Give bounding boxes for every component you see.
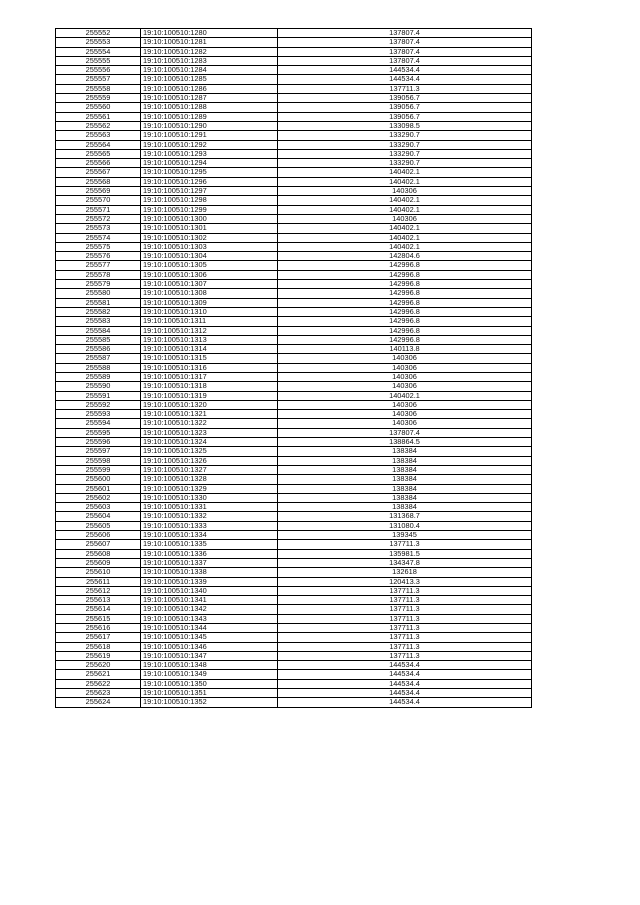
row-code-cell: 19:10:100510:1307 bbox=[141, 280, 278, 289]
table-row bbox=[56, 224, 532, 233]
table-row bbox=[56, 233, 532, 242]
row-id-cell: 255561 bbox=[56, 112, 141, 121]
row-value-cell: 142996.8 bbox=[278, 298, 532, 307]
table-row bbox=[56, 66, 532, 75]
row-code-cell: 19:10:100510:1335 bbox=[141, 540, 278, 549]
row-code-cell: 19:10:100510:1285 bbox=[141, 75, 278, 84]
row-id-cell: 255592 bbox=[56, 400, 141, 409]
table-row bbox=[56, 605, 532, 614]
row-value-cell: 133290.7 bbox=[278, 131, 532, 140]
row-value-cell: 132618 bbox=[278, 568, 532, 577]
row-value-cell: 144534.4 bbox=[278, 66, 532, 75]
row-value-cell: 133098.5 bbox=[278, 121, 532, 130]
row-id-cell: 255619 bbox=[56, 651, 141, 660]
row-id-cell: 255576 bbox=[56, 252, 141, 261]
row-value-cell: 140402.1 bbox=[278, 168, 532, 177]
table-row bbox=[56, 633, 532, 642]
row-value-cell: 142996.8 bbox=[278, 289, 532, 298]
row-code-cell: 19:10:100510:1284 bbox=[141, 66, 278, 75]
row-value-cell: 140402.1 bbox=[278, 242, 532, 251]
row-id-cell: 255582 bbox=[56, 307, 141, 316]
row-value-cell: 142996.8 bbox=[278, 280, 532, 289]
row-id-cell: 255621 bbox=[56, 670, 141, 679]
table-row bbox=[56, 354, 532, 363]
row-code-cell: 19:10:100510:1348 bbox=[141, 661, 278, 670]
row-id-cell: 255605 bbox=[56, 521, 141, 530]
row-value-cell: 140306 bbox=[278, 214, 532, 223]
row-id-cell: 255622 bbox=[56, 679, 141, 688]
row-code-cell: 19:10:100510:1340 bbox=[141, 586, 278, 595]
table-row bbox=[56, 317, 532, 326]
row-value-cell: 137711.3 bbox=[278, 84, 532, 93]
row-value-cell: 144534.4 bbox=[278, 670, 532, 679]
row-code-cell: 19:10:100510:1311 bbox=[141, 317, 278, 326]
row-code-cell: 19:10:100510:1300 bbox=[141, 214, 278, 223]
row-code-cell: 19:10:100510:1330 bbox=[141, 493, 278, 502]
table-row bbox=[56, 689, 532, 698]
table-row bbox=[56, 75, 532, 84]
row-id-cell: 255614 bbox=[56, 605, 141, 614]
row-value-cell: 139056.7 bbox=[278, 103, 532, 112]
row-value-cell: 138384 bbox=[278, 475, 532, 484]
table-row bbox=[56, 428, 532, 437]
row-code-cell: 19:10:100510:1287 bbox=[141, 94, 278, 103]
row-code-cell: 19:10:100510:1299 bbox=[141, 205, 278, 214]
table-row bbox=[56, 661, 532, 670]
row-id-cell: 255618 bbox=[56, 642, 141, 651]
row-value-cell: 140306 bbox=[278, 382, 532, 391]
row-code-cell: 19:10:100510:1280 bbox=[141, 29, 278, 38]
row-value-cell: 140402.1 bbox=[278, 205, 532, 214]
row-value-cell: 144534.4 bbox=[278, 661, 532, 670]
row-code-cell: 19:10:100510:1326 bbox=[141, 456, 278, 465]
row-id-cell: 255581 bbox=[56, 298, 141, 307]
row-value-cell: 138384 bbox=[278, 456, 532, 465]
row-code-cell: 19:10:100510:1328 bbox=[141, 475, 278, 484]
row-value-cell: 137711.3 bbox=[278, 586, 532, 595]
row-value-cell: 144534.4 bbox=[278, 75, 532, 84]
row-value-cell: 139056.7 bbox=[278, 94, 532, 103]
row-code-cell: 19:10:100510:1347 bbox=[141, 651, 278, 660]
table-row bbox=[56, 419, 532, 428]
row-value-cell: 142996.8 bbox=[278, 261, 532, 270]
table-row bbox=[56, 642, 532, 651]
table-row bbox=[56, 149, 532, 158]
row-id-cell: 255558 bbox=[56, 84, 141, 93]
row-code-cell: 19:10:100510:1309 bbox=[141, 298, 278, 307]
row-code-cell: 19:10:100510:1346 bbox=[141, 642, 278, 651]
row-id-cell: 255567 bbox=[56, 168, 141, 177]
row-value-cell: 134347.8 bbox=[278, 558, 532, 567]
row-value-cell: 140402.1 bbox=[278, 233, 532, 242]
row-code-cell: 19:10:100510:1322 bbox=[141, 419, 278, 428]
row-id-cell: 255553 bbox=[56, 38, 141, 47]
row-value-cell: 137807.4 bbox=[278, 29, 532, 38]
row-code-cell: 19:10:100510:1298 bbox=[141, 196, 278, 205]
row-id-cell: 255574 bbox=[56, 233, 141, 242]
row-id-cell: 255555 bbox=[56, 56, 141, 65]
row-id-cell: 255585 bbox=[56, 335, 141, 344]
row-code-cell: 19:10:100510:1319 bbox=[141, 391, 278, 400]
row-code-cell: 19:10:100510:1352 bbox=[141, 698, 278, 707]
row-value-cell: 142996.8 bbox=[278, 335, 532, 344]
row-code-cell: 19:10:100510:1289 bbox=[141, 112, 278, 121]
row-id-cell: 255589 bbox=[56, 372, 141, 381]
row-code-cell: 19:10:100510:1293 bbox=[141, 149, 278, 158]
table-row bbox=[56, 38, 532, 47]
row-id-cell: 255590 bbox=[56, 382, 141, 391]
row-id-cell: 255557 bbox=[56, 75, 141, 84]
table-row bbox=[56, 56, 532, 65]
row-id-cell: 255580 bbox=[56, 289, 141, 298]
row-id-cell: 255607 bbox=[56, 540, 141, 549]
table-row bbox=[56, 187, 532, 196]
table-row bbox=[56, 531, 532, 540]
row-code-cell: 19:10:100510:1349 bbox=[141, 670, 278, 679]
row-value-cell: 140402.1 bbox=[278, 196, 532, 205]
row-code-cell: 19:10:100510:1350 bbox=[141, 679, 278, 688]
row-code-cell: 19:10:100510:1305 bbox=[141, 261, 278, 270]
table-row bbox=[56, 456, 532, 465]
row-value-cell: 144534.4 bbox=[278, 698, 532, 707]
row-id-cell: 255591 bbox=[56, 391, 141, 400]
row-code-cell: 19:10:100510:1345 bbox=[141, 633, 278, 642]
row-id-cell: 255595 bbox=[56, 428, 141, 437]
row-value-cell: 142996.8 bbox=[278, 270, 532, 279]
table-row bbox=[56, 558, 532, 567]
table-row bbox=[56, 549, 532, 558]
table-row bbox=[56, 391, 532, 400]
row-code-cell: 19:10:100510:1336 bbox=[141, 549, 278, 558]
row-id-cell: 255575 bbox=[56, 242, 141, 251]
row-code-cell: 19:10:100510:1338 bbox=[141, 568, 278, 577]
row-value-cell: 137807.4 bbox=[278, 38, 532, 47]
row-code-cell: 19:10:100510:1314 bbox=[141, 345, 278, 354]
row-id-cell: 255602 bbox=[56, 493, 141, 502]
row-value-cell: 138384 bbox=[278, 465, 532, 474]
row-code-cell: 19:10:100510:1316 bbox=[141, 363, 278, 372]
row-id-cell: 255565 bbox=[56, 149, 141, 158]
row-code-cell: 19:10:100510:1332 bbox=[141, 512, 278, 521]
table-row bbox=[56, 196, 532, 205]
row-code-cell: 19:10:100510:1321 bbox=[141, 410, 278, 419]
table-row bbox=[56, 382, 532, 391]
table-row bbox=[56, 447, 532, 456]
row-id-cell: 255601 bbox=[56, 484, 141, 493]
table-row bbox=[56, 363, 532, 372]
row-code-cell: 19:10:100510:1306 bbox=[141, 270, 278, 279]
row-id-cell: 255599 bbox=[56, 465, 141, 474]
row-value-cell: 133290.7 bbox=[278, 140, 532, 149]
row-value-cell: 144534.4 bbox=[278, 689, 532, 698]
row-code-cell: 19:10:100510:1323 bbox=[141, 428, 278, 437]
row-code-cell: 19:10:100510:1318 bbox=[141, 382, 278, 391]
table-row bbox=[56, 624, 532, 633]
table-row bbox=[56, 335, 532, 344]
row-code-cell: 19:10:100510:1286 bbox=[141, 84, 278, 93]
row-code-cell: 19:10:100510:1334 bbox=[141, 531, 278, 540]
row-id-cell: 255578 bbox=[56, 270, 141, 279]
row-value-cell: 138864.5 bbox=[278, 438, 532, 447]
row-id-cell: 255593 bbox=[56, 410, 141, 419]
table-row bbox=[56, 47, 532, 56]
row-code-cell: 19:10:100510:1325 bbox=[141, 447, 278, 456]
row-id-cell: 255562 bbox=[56, 121, 141, 130]
row-code-cell: 19:10:100510:1329 bbox=[141, 484, 278, 493]
row-code-cell: 19:10:100510:1333 bbox=[141, 521, 278, 530]
table-row bbox=[56, 121, 532, 130]
row-value-cell: 135981.5 bbox=[278, 549, 532, 558]
row-value-cell: 142996.8 bbox=[278, 307, 532, 316]
table-row bbox=[56, 205, 532, 214]
row-code-cell: 19:10:100510:1282 bbox=[141, 47, 278, 56]
table-row bbox=[56, 131, 532, 140]
table-row bbox=[56, 503, 532, 512]
table-row bbox=[56, 651, 532, 660]
row-id-cell: 255611 bbox=[56, 577, 141, 586]
table-row bbox=[56, 670, 532, 679]
row-value-cell: 139345 bbox=[278, 531, 532, 540]
row-id-cell: 255579 bbox=[56, 280, 141, 289]
row-code-cell: 19:10:100510:1292 bbox=[141, 140, 278, 149]
table-row bbox=[56, 242, 532, 251]
row-value-cell: 137711.3 bbox=[278, 605, 532, 614]
row-id-cell: 255564 bbox=[56, 140, 141, 149]
row-id-cell: 255556 bbox=[56, 66, 141, 75]
table-row bbox=[56, 698, 532, 707]
table-row bbox=[56, 29, 532, 38]
table-row bbox=[56, 493, 532, 502]
row-id-cell: 255587 bbox=[56, 354, 141, 363]
table-row bbox=[56, 214, 532, 223]
row-code-cell: 19:10:100510:1295 bbox=[141, 168, 278, 177]
row-id-cell: 255620 bbox=[56, 661, 141, 670]
row-code-cell: 19:10:100510:1351 bbox=[141, 689, 278, 698]
row-code-cell: 19:10:100510:1297 bbox=[141, 187, 278, 196]
row-id-cell: 255571 bbox=[56, 205, 141, 214]
row-id-cell: 255598 bbox=[56, 456, 141, 465]
table-row bbox=[56, 410, 532, 419]
table-row bbox=[56, 484, 532, 493]
row-id-cell: 255610 bbox=[56, 568, 141, 577]
row-id-cell: 255559 bbox=[56, 94, 141, 103]
row-code-cell: 19:10:100510:1337 bbox=[141, 558, 278, 567]
table-row bbox=[56, 577, 532, 586]
row-code-cell: 19:10:100510:1288 bbox=[141, 103, 278, 112]
table-row bbox=[56, 298, 532, 307]
row-value-cell: 139056.7 bbox=[278, 112, 532, 121]
row-id-cell: 255560 bbox=[56, 103, 141, 112]
row-id-cell: 255570 bbox=[56, 196, 141, 205]
row-value-cell: 140306 bbox=[278, 354, 532, 363]
row-id-cell: 255572 bbox=[56, 214, 141, 223]
row-id-cell: 255563 bbox=[56, 131, 141, 140]
row-id-cell: 255604 bbox=[56, 512, 141, 521]
row-value-cell: 137711.3 bbox=[278, 651, 532, 660]
table-row bbox=[56, 540, 532, 549]
row-value-cell: 140306 bbox=[278, 400, 532, 409]
row-id-cell: 255586 bbox=[56, 345, 141, 354]
row-code-cell: 19:10:100510:1339 bbox=[141, 577, 278, 586]
table-row bbox=[56, 326, 532, 335]
row-code-cell: 19:10:100510:1290 bbox=[141, 121, 278, 130]
table-row bbox=[56, 289, 532, 298]
data-sheet bbox=[55, 28, 531, 708]
row-value-cell: 137711.3 bbox=[278, 540, 532, 549]
table-row bbox=[56, 270, 532, 279]
row-value-cell: 140306 bbox=[278, 187, 532, 196]
table-row bbox=[56, 140, 532, 149]
row-value-cell: 140306 bbox=[278, 410, 532, 419]
table-row bbox=[56, 614, 532, 623]
row-code-cell: 19:10:100510:1342 bbox=[141, 605, 278, 614]
row-code-cell: 19:10:100510:1283 bbox=[141, 56, 278, 65]
row-value-cell: 140306 bbox=[278, 363, 532, 372]
row-value-cell: 137807.4 bbox=[278, 56, 532, 65]
row-code-cell: 19:10:100510:1304 bbox=[141, 252, 278, 261]
row-id-cell: 255566 bbox=[56, 159, 141, 168]
table-row bbox=[56, 465, 532, 474]
table-row bbox=[56, 177, 532, 186]
row-code-cell: 19:10:100510:1344 bbox=[141, 624, 278, 633]
row-value-cell: 138384 bbox=[278, 493, 532, 502]
table-row bbox=[56, 112, 532, 121]
row-value-cell: 133290.7 bbox=[278, 149, 532, 158]
row-id-cell: 255609 bbox=[56, 558, 141, 567]
table-row bbox=[56, 400, 532, 409]
row-code-cell: 19:10:100510:1341 bbox=[141, 596, 278, 605]
row-value-cell: 142804.6 bbox=[278, 252, 532, 261]
table-row bbox=[56, 372, 532, 381]
row-id-cell: 255573 bbox=[56, 224, 141, 233]
data-table bbox=[55, 28, 532, 708]
row-value-cell: 131080.4 bbox=[278, 521, 532, 530]
row-value-cell: 137711.3 bbox=[278, 624, 532, 633]
row-code-cell: 19:10:100510:1343 bbox=[141, 614, 278, 623]
row-value-cell: 142996.8 bbox=[278, 317, 532, 326]
row-value-cell: 140306 bbox=[278, 372, 532, 381]
row-code-cell: 19:10:100510:1315 bbox=[141, 354, 278, 363]
row-code-cell: 19:10:100510:1308 bbox=[141, 289, 278, 298]
row-code-cell: 19:10:100510:1303 bbox=[141, 242, 278, 251]
row-id-cell: 255583 bbox=[56, 317, 141, 326]
row-id-cell: 255584 bbox=[56, 326, 141, 335]
row-value-cell: 137807.4 bbox=[278, 47, 532, 56]
table-row bbox=[56, 84, 532, 93]
table-row bbox=[56, 280, 532, 289]
row-id-cell: 255603 bbox=[56, 503, 141, 512]
row-id-cell: 255615 bbox=[56, 614, 141, 623]
table-row bbox=[56, 94, 532, 103]
table-row bbox=[56, 168, 532, 177]
row-id-cell: 255624 bbox=[56, 698, 141, 707]
table-row bbox=[56, 252, 532, 261]
row-value-cell: 137807.4 bbox=[278, 428, 532, 437]
row-code-cell: 19:10:100510:1281 bbox=[141, 38, 278, 47]
row-id-cell: 255552 bbox=[56, 29, 141, 38]
row-value-cell: 144534.4 bbox=[278, 679, 532, 688]
table-row bbox=[56, 475, 532, 484]
row-id-cell: 255617 bbox=[56, 633, 141, 642]
row-code-cell: 19:10:100510:1294 bbox=[141, 159, 278, 168]
table-row bbox=[56, 521, 532, 530]
row-code-cell: 19:10:100510:1302 bbox=[141, 233, 278, 242]
row-value-cell: 120413.3 bbox=[278, 577, 532, 586]
row-id-cell: 255577 bbox=[56, 261, 141, 270]
row-id-cell: 255616 bbox=[56, 624, 141, 633]
table-row bbox=[56, 568, 532, 577]
row-value-cell: 133290.7 bbox=[278, 159, 532, 168]
table-body bbox=[56, 29, 532, 708]
row-id-cell: 255608 bbox=[56, 549, 141, 558]
row-id-cell: 255596 bbox=[56, 438, 141, 447]
row-value-cell: 140113.8 bbox=[278, 345, 532, 354]
table-row bbox=[56, 159, 532, 168]
row-code-cell: 19:10:100510:1312 bbox=[141, 326, 278, 335]
table-row bbox=[56, 679, 532, 688]
row-value-cell: 137711.3 bbox=[278, 596, 532, 605]
row-id-cell: 255600 bbox=[56, 475, 141, 484]
row-code-cell: 19:10:100510:1313 bbox=[141, 335, 278, 344]
row-code-cell: 19:10:100510:1320 bbox=[141, 400, 278, 409]
row-id-cell: 255606 bbox=[56, 531, 141, 540]
table-row bbox=[56, 307, 532, 316]
row-code-cell: 19:10:100510:1301 bbox=[141, 224, 278, 233]
row-value-cell: 137711.3 bbox=[278, 614, 532, 623]
row-id-cell: 255594 bbox=[56, 419, 141, 428]
table-row bbox=[56, 586, 532, 595]
row-value-cell: 138384 bbox=[278, 503, 532, 512]
row-id-cell: 255569 bbox=[56, 187, 141, 196]
table-row bbox=[56, 596, 532, 605]
row-code-cell: 19:10:100510:1327 bbox=[141, 465, 278, 474]
row-id-cell: 255612 bbox=[56, 586, 141, 595]
row-id-cell: 255554 bbox=[56, 47, 141, 56]
row-value-cell: 131368.7 bbox=[278, 512, 532, 521]
row-code-cell: 19:10:100510:1296 bbox=[141, 177, 278, 186]
row-id-cell: 255568 bbox=[56, 177, 141, 186]
row-id-cell: 255623 bbox=[56, 689, 141, 698]
row-value-cell: 137711.3 bbox=[278, 642, 532, 651]
row-value-cell: 140402.1 bbox=[278, 177, 532, 186]
row-code-cell: 19:10:100510:1331 bbox=[141, 503, 278, 512]
row-id-cell: 255613 bbox=[56, 596, 141, 605]
row-value-cell: 140402.1 bbox=[278, 391, 532, 400]
row-value-cell: 138384 bbox=[278, 447, 532, 456]
row-id-cell: 255597 bbox=[56, 447, 141, 456]
table-row bbox=[56, 438, 532, 447]
row-code-cell: 19:10:100510:1324 bbox=[141, 438, 278, 447]
table-row bbox=[56, 103, 532, 112]
row-code-cell: 19:10:100510:1310 bbox=[141, 307, 278, 316]
row-code-cell: 19:10:100510:1291 bbox=[141, 131, 278, 140]
row-value-cell: 138384 bbox=[278, 484, 532, 493]
row-code-cell: 19:10:100510:1317 bbox=[141, 372, 278, 381]
row-value-cell: 140306 bbox=[278, 419, 532, 428]
row-id-cell: 255588 bbox=[56, 363, 141, 372]
table-row bbox=[56, 345, 532, 354]
row-value-cell: 140402.1 bbox=[278, 224, 532, 233]
row-value-cell: 142996.8 bbox=[278, 326, 532, 335]
table-row bbox=[56, 512, 532, 521]
row-value-cell: 137711.3 bbox=[278, 633, 532, 642]
table-row bbox=[56, 261, 532, 270]
